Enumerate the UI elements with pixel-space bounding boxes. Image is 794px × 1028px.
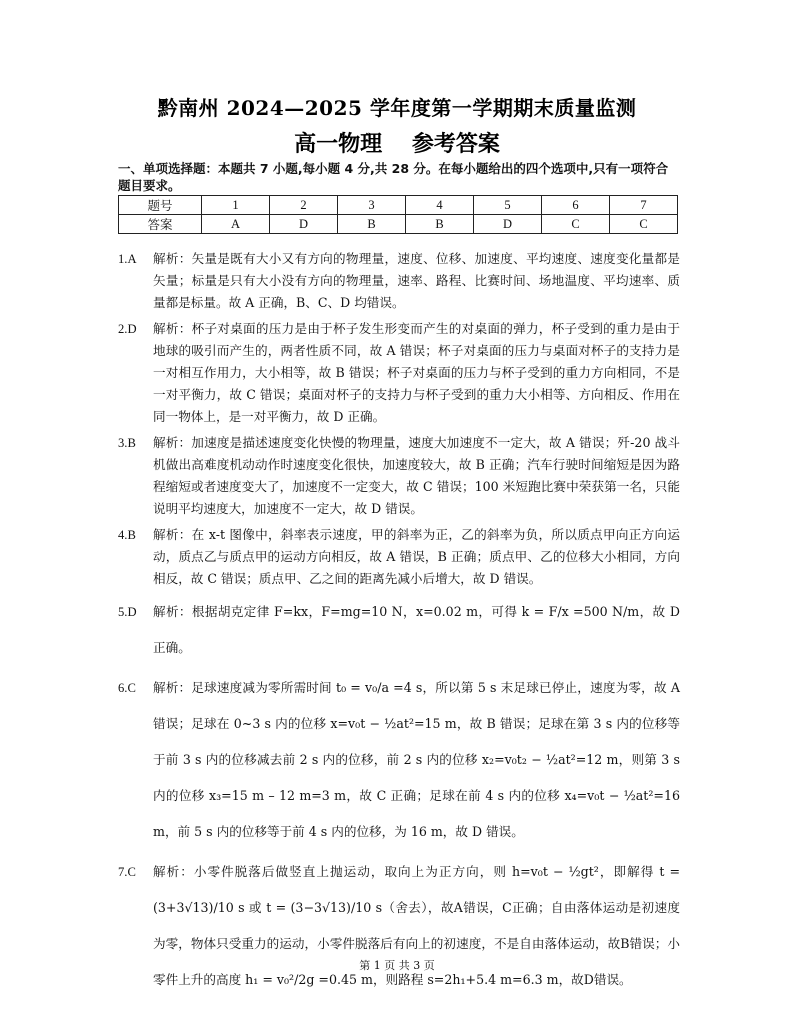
item-label: 4.B — [118, 528, 136, 542]
list-item — [118, 594, 680, 666]
item-text: 解析：在 x-t 图像中，斜率表示速度，甲的斜率为正，乙的斜率为负，所以质点甲向正方向运动，质点乙与质点甲的运动方向相反，故 A 错误，B 正确；质点甲、乙的位移大小相同，方向相反，故 C 错误；质点甲、乙之间的距离先减小后增大，故 D 错误。 — [153, 527, 680, 586]
table-cell-answer: C — [610, 215, 678, 234]
exam-title: 黔南州 2024—2025 学年度第一学期期末质量监测 — [157, 96, 637, 120]
table-cell-answer: A — [202, 215, 270, 234]
exam-subtitle: 高一物理 参考答案 — [294, 131, 500, 157]
page-number: 第 1 页 共 3 页 — [359, 959, 435, 972]
list-item — [118, 524, 680, 590]
table-cell-answer: B — [406, 215, 474, 234]
item-label: 3.B — [118, 436, 136, 450]
list-item — [118, 432, 680, 520]
item-label: 2.D — [118, 322, 137, 336]
item-label: 6.C — [118, 681, 136, 695]
table-cell-answer: B — [338, 215, 406, 234]
table-cell-number: 2 — [270, 196, 338, 215]
table-cell-number: 5 — [474, 196, 542, 215]
table-cell-number: 7 — [610, 196, 678, 215]
table-row-label: 答案 — [119, 215, 202, 234]
table-cell-number: 4 — [406, 196, 474, 215]
list-item — [118, 248, 680, 314]
table-cell-answer: D — [474, 215, 542, 234]
item-label: 5.D — [118, 605, 137, 619]
table-cell-number: 1 — [202, 196, 270, 215]
item-text: 解析：矢量是既有大小又有方向的物理量，速度、位移、加速度、平均速度、速度变化量都是矢量；标量是只有大小没有方向的物理量，速率、路程、比赛时间、场地温度、平均速率、质量都是标量。故 A 正确，B、C、D 均错误。 — [153, 251, 680, 310]
item-text: 解析：加速度是描述速度变化快慢的物理量，速度大加速度不一定大，故 A 错误；歼-20 战斗机做出高难度机动动作时速度变化很快，加速度较大，故 B 正确；汽车行驶时间缩短是因为路程缩短或者速度变大了，加速度不一定变大，故 C 错误；100 米短跑比赛中荣获第一名，只能说明平均速度大，加速度不一定大，故 D 错误。 — [153, 435, 680, 516]
item-text: 解析：根据胡克定律 F=kx，F=mg=10 N，x=0.02 m，可得 k = F/x =500 N/m，故 D 正确。 — [153, 604, 680, 655]
item-text: 解析：杯子对桌面的压力是由于杯子发生形变而产生的对桌面的弹力，杯子受到的重力是由于地球的吸引而产生的，两者性质不同，故 A 错误；杯子对桌面的压力与桌面对杯子的支持力是一对相互作用力，大小相等，故 B 错误；杯子对桌面的压力与杯子受到的重力方向相同，不是一对平衡力，故 C 错误；桌面对杯子的支持力与杯子受到的重力大小相等、方向相反、作用在同一物体上，是一对平衡力，故 D 正确。 — [153, 321, 680, 424]
table-cell-number: 3 — [338, 196, 406, 215]
item-label: 1.A — [118, 252, 137, 266]
item-text: 解析：足球速度减为零所需时间 t₀ = v₀/a =4 s，所以第 5 s 末足球已停止，速度为零，故 A 错误；足球在 0~3 s 内的位移 x=v₀t − ½at²=15 m，故 B 错误；足球在第 3 s 内的位移等于前 3 s 内的位移减去前 2 s 内的位移，前 2 s 内的位移 x₂=v₀t₂ − ½at²=12 m，则第 3 s 内的位移 x₃=15 m – 12 m=3 m，故 C 正确；足球在前 4 s 内的位移 x₄=v₀t − ½at²=16 m，前 5 s 内的位移等于前 4 s 内的位移，为 16 m，故 D 错误。 — [153, 680, 680, 839]
table-cell-answer: D — [270, 215, 338, 234]
table-row-label: 题号 — [119, 196, 202, 215]
table-row-answers — [119, 215, 678, 234]
explanation-list — [118, 248, 680, 1002]
item-label: 7.C — [118, 865, 136, 879]
item-text: 解析：小零件脱落后做竖直上抛运动，取向上为正方向，则 h=v₀t − ½gt²，即解得 t = (3+3√13)/10 s 或 t = (3−3√13)/10 s（舍去），故A错误，C正确；自由落体运动是初速度为零，物体只受重力的运动，小零件脱落后有向上的初速度，不是自由落体运动，故B错误；小零件上升的高度 h₁ = v₀²/2g =0.45 m，则路程 s=2h₁+5.4 m=6.3 m，故D错误。 — [153, 864, 680, 987]
list-item — [118, 318, 680, 428]
answer-table — [118, 195, 678, 234]
section-heading: 一、单项选择题：本题共 7 小题,每小题 4 分,共 28 分。在每小题给出的四个选项中,只有一项符合题目要求。 — [118, 161, 669, 193]
table-cell-number: 6 — [542, 196, 610, 215]
table-row-numbers — [119, 196, 678, 215]
table-cell-answer: C — [542, 215, 610, 234]
list-item — [118, 670, 680, 850]
list-item — [118, 854, 680, 998]
